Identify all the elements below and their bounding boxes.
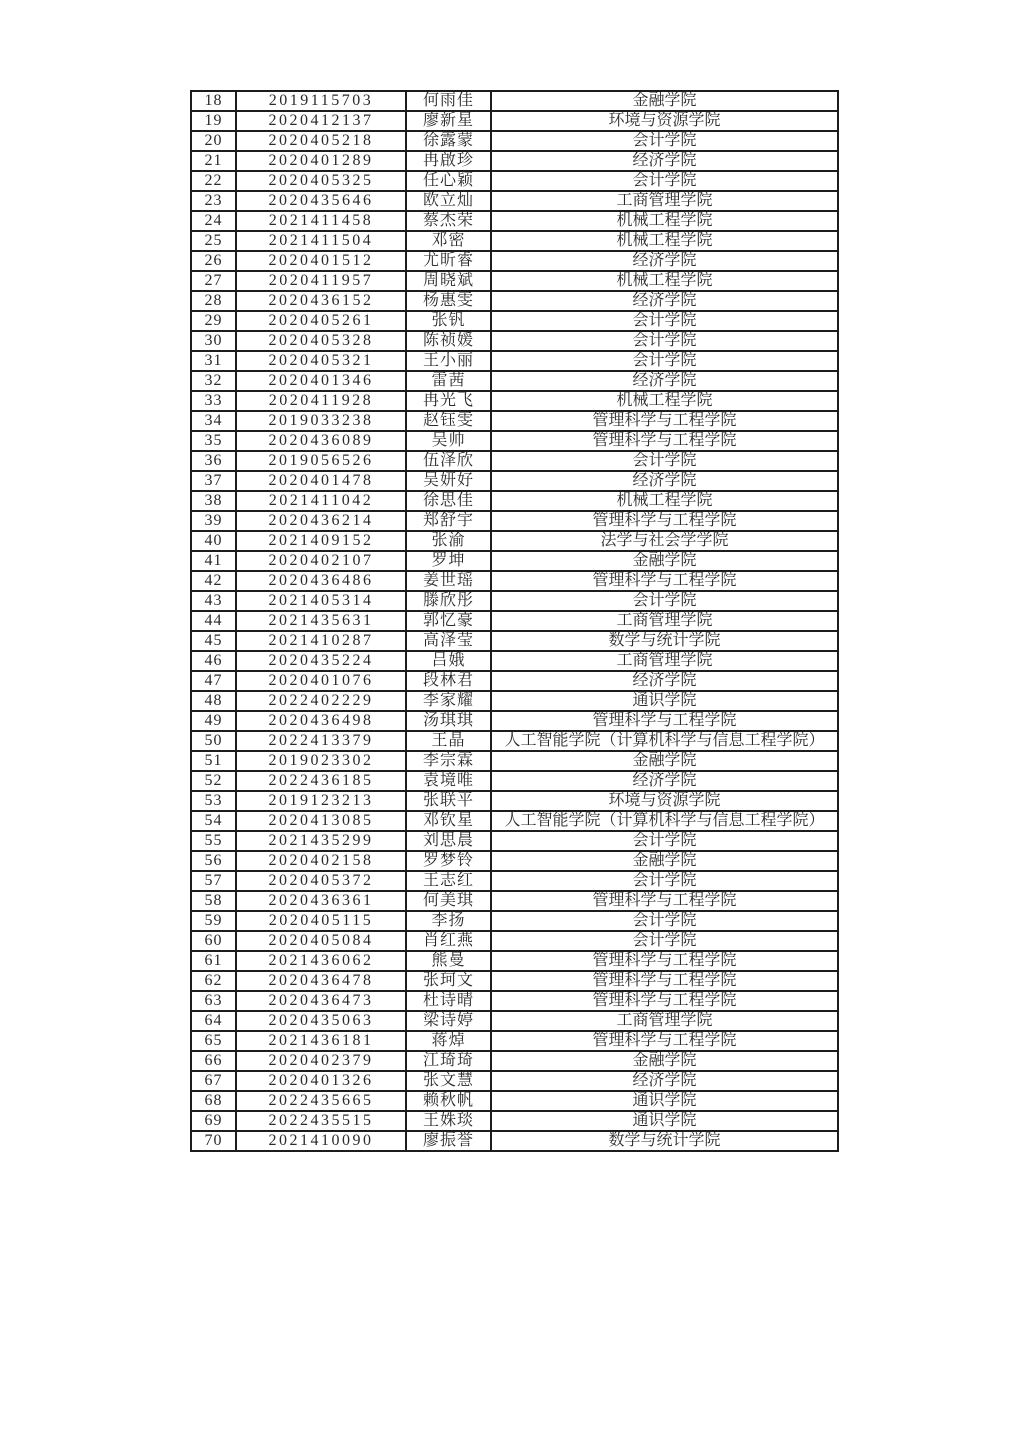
table-row — [191, 871, 838, 891]
cell-row-number: 27 — [191, 271, 236, 291]
cell-row-number: 52 — [191, 771, 236, 791]
table-row — [191, 251, 838, 271]
cell-row-number: 29 — [191, 311, 236, 331]
cell-student-id: 2020402107 — [236, 551, 406, 571]
cell-row-number: 45 — [191, 631, 236, 651]
cell-college: 工商管理学院 — [491, 191, 838, 211]
cell-college: 会计学院 — [491, 871, 838, 891]
cell-college: 会计学院 — [491, 331, 838, 351]
cell-student-id: 2021410090 — [236, 1131, 406, 1151]
cell-row-number: 43 — [191, 591, 236, 611]
cell-college: 人工智能学院（计算机科学与信息工程学院） — [491, 731, 838, 751]
cell-student-name: 李宗霖 — [406, 751, 491, 771]
cell-student-name: 徐露蒙 — [406, 131, 491, 151]
cell-college: 会计学院 — [491, 351, 838, 371]
cell-college: 管理科学与工程学院 — [491, 711, 838, 731]
cell-row-number: 28 — [191, 291, 236, 311]
cell-student-name: 邓钦星 — [406, 811, 491, 831]
cell-student-name: 张珂文 — [406, 971, 491, 991]
cell-college: 会计学院 — [491, 171, 838, 191]
table-row — [191, 571, 838, 591]
cell-student-id: 2020436361 — [236, 891, 406, 911]
cell-college: 经济学院 — [491, 1071, 838, 1091]
cell-student-name: 罗坤 — [406, 551, 491, 571]
cell-student-id: 2020413085 — [236, 811, 406, 831]
cell-student-name: 高泽莹 — [406, 631, 491, 651]
cell-row-number: 41 — [191, 551, 236, 571]
cell-college: 会计学院 — [491, 911, 838, 931]
cell-student-name: 周晓斌 — [406, 271, 491, 291]
cell-student-name: 张文慧 — [406, 1071, 491, 1091]
cell-student-name: 张钒 — [406, 311, 491, 331]
cell-college: 工商管理学院 — [491, 611, 838, 631]
cell-student-id: 2021435299 — [236, 831, 406, 851]
cell-student-name: 熊曼 — [406, 951, 491, 971]
cell-student-name: 廖振誉 — [406, 1131, 491, 1151]
student-roster-table — [190, 90, 839, 1152]
table-row — [191, 591, 838, 611]
table-row — [191, 931, 838, 951]
table-row — [191, 891, 838, 911]
table-row — [191, 431, 838, 451]
cell-student-id: 2020436214 — [236, 511, 406, 531]
cell-student-id: 2019123213 — [236, 791, 406, 811]
cell-student-id: 2021435631 — [236, 611, 406, 631]
cell-college: 机械工程学院 — [491, 271, 838, 291]
cell-student-name: 肖红燕 — [406, 931, 491, 951]
cell-student-name: 吴妍好 — [406, 471, 491, 491]
cell-student-name: 徐思佳 — [406, 491, 491, 511]
cell-college: 管理科学与工程学院 — [491, 991, 838, 1011]
table-row — [191, 291, 838, 311]
cell-student-id: 2020435063 — [236, 1011, 406, 1031]
cell-college: 工商管理学院 — [491, 1011, 838, 1031]
table-row — [191, 611, 838, 631]
table-row — [191, 511, 838, 531]
cell-student-name: 李扬 — [406, 911, 491, 931]
table-row — [191, 211, 838, 231]
table-row — [191, 1071, 838, 1091]
cell-student-id: 2021411504 — [236, 231, 406, 251]
cell-student-name: 尤昕睿 — [406, 251, 491, 271]
cell-row-number: 48 — [191, 691, 236, 711]
cell-student-name: 吕娥 — [406, 651, 491, 671]
cell-student-id: 2020405218 — [236, 131, 406, 151]
cell-college: 环境与资源学院 — [491, 791, 838, 811]
table-row — [191, 1091, 838, 1111]
cell-student-name: 张联平 — [406, 791, 491, 811]
cell-college: 经济学院 — [491, 471, 838, 491]
cell-student-id: 2021409152 — [236, 531, 406, 551]
cell-student-name: 邓密 — [406, 231, 491, 251]
cell-college: 管理科学与工程学院 — [491, 431, 838, 451]
cell-college: 机械工程学院 — [491, 211, 838, 231]
cell-student-name: 欧立灿 — [406, 191, 491, 211]
cell-college: 金融学院 — [491, 1051, 838, 1071]
table-row — [191, 1111, 838, 1131]
table-row — [191, 191, 838, 211]
table-row — [191, 791, 838, 811]
cell-student-id: 2020436486 — [236, 571, 406, 591]
table-row — [191, 331, 838, 351]
table-row — [191, 1011, 838, 1031]
cell-row-number: 37 — [191, 471, 236, 491]
cell-row-number: 66 — [191, 1051, 236, 1071]
table-row — [191, 651, 838, 671]
cell-student-id: 2020405115 — [236, 911, 406, 931]
cell-college: 法学与社会学学院 — [491, 531, 838, 551]
table-row — [191, 711, 838, 731]
cell-student-name: 赵钰雯 — [406, 411, 491, 431]
table-row — [191, 91, 838, 111]
cell-row-number: 36 — [191, 451, 236, 471]
cell-student-id: 2020436089 — [236, 431, 406, 451]
table-row — [191, 371, 838, 391]
table-row — [191, 471, 838, 491]
table-row — [191, 971, 838, 991]
table-row — [191, 551, 838, 571]
cell-student-id: 2020401512 — [236, 251, 406, 271]
cell-student-id: 2020405328 — [236, 331, 406, 351]
cell-row-number: 51 — [191, 751, 236, 771]
cell-college: 经济学院 — [491, 771, 838, 791]
cell-row-number: 31 — [191, 351, 236, 371]
cell-student-id: 2020411957 — [236, 271, 406, 291]
cell-row-number: 70 — [191, 1131, 236, 1151]
cell-student-name: 陈祯媛 — [406, 331, 491, 351]
cell-college: 经济学院 — [491, 291, 838, 311]
table-row — [191, 151, 838, 171]
table-row — [191, 671, 838, 691]
cell-student-name: 杨惠雯 — [406, 291, 491, 311]
cell-college: 金融学院 — [491, 551, 838, 571]
table-row — [191, 311, 838, 331]
table-row — [191, 451, 838, 471]
cell-college: 通识学院 — [491, 1091, 838, 1111]
cell-student-id: 2020402379 — [236, 1051, 406, 1071]
cell-row-number: 32 — [191, 371, 236, 391]
cell-student-id: 2020436478 — [236, 971, 406, 991]
cell-student-name: 张渝 — [406, 531, 491, 551]
cell-row-number: 18 — [191, 91, 236, 111]
cell-student-name: 伍泽欣 — [406, 451, 491, 471]
cell-row-number: 26 — [191, 251, 236, 271]
cell-student-name: 任心颖 — [406, 171, 491, 191]
table-row — [191, 631, 838, 651]
table-row — [191, 1031, 838, 1051]
cell-row-number: 34 — [191, 411, 236, 431]
cell-student-id: 2020405372 — [236, 871, 406, 891]
cell-student-id: 2022435515 — [236, 1111, 406, 1131]
cell-college: 通识学院 — [491, 691, 838, 711]
cell-row-number: 30 — [191, 331, 236, 351]
table-row — [191, 111, 838, 131]
cell-student-name: 郑舒宇 — [406, 511, 491, 531]
table-row — [191, 231, 838, 251]
cell-student-id: 2020405325 — [236, 171, 406, 191]
cell-college: 管理科学与工程学院 — [491, 971, 838, 991]
cell-student-name: 罗梦铃 — [406, 851, 491, 871]
table-row — [191, 1051, 838, 1071]
cell-student-id: 2021411042 — [236, 491, 406, 511]
cell-student-id: 2020436498 — [236, 711, 406, 731]
cell-student-id: 2021405314 — [236, 591, 406, 611]
cell-student-id: 2021436181 — [236, 1031, 406, 1051]
cell-college: 会计学院 — [491, 131, 838, 151]
cell-row-number: 22 — [191, 171, 236, 191]
cell-college: 通识学院 — [491, 1111, 838, 1131]
cell-row-number: 55 — [191, 831, 236, 851]
table-row — [191, 411, 838, 431]
table-row — [191, 691, 838, 711]
cell-college: 管理科学与工程学院 — [491, 891, 838, 911]
cell-row-number: 20 — [191, 131, 236, 151]
cell-student-id: 2019056526 — [236, 451, 406, 471]
cell-college: 管理科学与工程学院 — [491, 951, 838, 971]
cell-college: 会计学院 — [491, 311, 838, 331]
table-row — [191, 1131, 838, 1151]
cell-college: 机械工程学院 — [491, 391, 838, 411]
cell-row-number: 19 — [191, 111, 236, 131]
table-row — [191, 811, 838, 831]
cell-college: 数学与统计学院 — [491, 1131, 838, 1151]
cell-student-name: 汤琪琪 — [406, 711, 491, 731]
cell-student-name: 何雨佳 — [406, 91, 491, 111]
cell-student-name: 冉光飞 — [406, 391, 491, 411]
cell-student-name: 雷茜 — [406, 371, 491, 391]
cell-college: 会计学院 — [491, 931, 838, 951]
cell-student-name: 蒋焯 — [406, 1031, 491, 1051]
cell-row-number: 24 — [191, 211, 236, 231]
cell-college: 经济学院 — [491, 371, 838, 391]
cell-row-number: 56 — [191, 851, 236, 871]
cell-college: 经济学院 — [491, 671, 838, 691]
cell-student-name: 王晶 — [406, 731, 491, 751]
cell-row-number: 67 — [191, 1071, 236, 1091]
cell-row-number: 38 — [191, 491, 236, 511]
cell-row-number: 25 — [191, 231, 236, 251]
cell-college: 管理科学与工程学院 — [491, 511, 838, 531]
cell-row-number: 49 — [191, 711, 236, 731]
table-row — [191, 491, 838, 511]
cell-college: 管理科学与工程学院 — [491, 411, 838, 431]
cell-student-id: 2020401289 — [236, 151, 406, 171]
roster-table-body — [191, 91, 838, 1151]
cell-college: 经济学院 — [491, 251, 838, 271]
cell-student-name: 刘思晨 — [406, 831, 491, 851]
cell-student-id: 2019115703 — [236, 91, 406, 111]
cell-student-id: 2020401478 — [236, 471, 406, 491]
cell-row-number: 62 — [191, 971, 236, 991]
cell-college: 会计学院 — [491, 451, 838, 471]
cell-student-id: 2020405321 — [236, 351, 406, 371]
cell-row-number: 47 — [191, 671, 236, 691]
cell-college: 会计学院 — [491, 591, 838, 611]
cell-student-name: 袁境唯 — [406, 771, 491, 791]
cell-student-id: 2022413379 — [236, 731, 406, 751]
cell-college: 会计学院 — [491, 831, 838, 851]
cell-row-number: 50 — [191, 731, 236, 751]
cell-student-id: 2020401076 — [236, 671, 406, 691]
cell-row-number: 68 — [191, 1091, 236, 1111]
table-row — [191, 391, 838, 411]
cell-row-number: 39 — [191, 511, 236, 531]
cell-student-id: 2020436473 — [236, 991, 406, 1011]
table-row — [191, 771, 838, 791]
cell-student-id: 2019023302 — [236, 751, 406, 771]
cell-college: 经济学院 — [491, 151, 838, 171]
cell-student-id: 2020435224 — [236, 651, 406, 671]
table-row — [191, 831, 838, 851]
cell-student-name: 王小丽 — [406, 351, 491, 371]
table-row — [191, 271, 838, 291]
table-row — [191, 731, 838, 751]
table-row — [191, 351, 838, 371]
cell-student-name: 冉啟珍 — [406, 151, 491, 171]
cell-student-id: 2020436152 — [236, 291, 406, 311]
cell-college: 环境与资源学院 — [491, 111, 838, 131]
cell-student-id: 2020412137 — [236, 111, 406, 131]
cell-student-name: 蔡杰荣 — [406, 211, 491, 231]
table-row — [191, 131, 838, 151]
cell-college: 人工智能学院（计算机科学与信息工程学院） — [491, 811, 838, 831]
cell-row-number: 64 — [191, 1011, 236, 1031]
cell-row-number: 59 — [191, 911, 236, 931]
cell-student-name: 段林君 — [406, 671, 491, 691]
cell-student-id: 2020401326 — [236, 1071, 406, 1091]
cell-student-id: 2020405084 — [236, 931, 406, 951]
cell-row-number: 63 — [191, 991, 236, 1011]
cell-student-name: 江琦琦 — [406, 1051, 491, 1071]
cell-row-number: 58 — [191, 891, 236, 911]
cell-student-name: 王志红 — [406, 871, 491, 891]
cell-college: 金融学院 — [491, 751, 838, 771]
table-row — [191, 991, 838, 1011]
cell-student-id: 2022402229 — [236, 691, 406, 711]
cell-row-number: 61 — [191, 951, 236, 971]
cell-college: 管理科学与工程学院 — [491, 1031, 838, 1051]
table-row — [191, 531, 838, 551]
cell-row-number: 65 — [191, 1031, 236, 1051]
cell-student-id: 2021436062 — [236, 951, 406, 971]
cell-college: 金融学院 — [491, 91, 838, 111]
cell-row-number: 60 — [191, 931, 236, 951]
cell-student-name: 滕欣彤 — [406, 591, 491, 611]
cell-row-number: 33 — [191, 391, 236, 411]
cell-student-id: 2022436185 — [236, 771, 406, 791]
cell-student-name: 郭忆豪 — [406, 611, 491, 631]
cell-student-name: 王姝琰 — [406, 1111, 491, 1131]
cell-college: 工商管理学院 — [491, 651, 838, 671]
cell-college: 金融学院 — [491, 851, 838, 871]
table-row — [191, 751, 838, 771]
table-row — [191, 851, 838, 871]
cell-student-id: 2021411458 — [236, 211, 406, 231]
cell-student-id: 2021410287 — [236, 631, 406, 651]
cell-row-number: 54 — [191, 811, 236, 831]
cell-row-number: 44 — [191, 611, 236, 631]
cell-student-id: 2020401346 — [236, 371, 406, 391]
cell-college: 机械工程学院 — [491, 231, 838, 251]
cell-student-id: 2020435646 — [236, 191, 406, 211]
cell-student-id: 2019033238 — [236, 411, 406, 431]
cell-student-name: 李家耀 — [406, 691, 491, 711]
cell-row-number: 35 — [191, 431, 236, 451]
cell-college: 机械工程学院 — [491, 491, 838, 511]
cell-student-name: 梁诗婷 — [406, 1011, 491, 1031]
cell-student-id: 2020411928 — [236, 391, 406, 411]
cell-student-id: 2020402158 — [236, 851, 406, 871]
cell-row-number: 40 — [191, 531, 236, 551]
cell-row-number: 53 — [191, 791, 236, 811]
cell-student-name: 杜诗晴 — [406, 991, 491, 1011]
cell-student-name: 廖新星 — [406, 111, 491, 131]
cell-row-number: 21 — [191, 151, 236, 171]
cell-student-name: 何美琪 — [406, 891, 491, 911]
cell-row-number: 23 — [191, 191, 236, 211]
table-row — [191, 171, 838, 191]
table-row — [191, 951, 838, 971]
cell-college: 管理科学与工程学院 — [491, 571, 838, 591]
cell-student-id: 2022435665 — [236, 1091, 406, 1111]
cell-student-id: 2020405261 — [236, 311, 406, 331]
cell-row-number: 42 — [191, 571, 236, 591]
cell-student-name: 吴帅 — [406, 431, 491, 451]
cell-row-number: 69 — [191, 1111, 236, 1131]
table-row — [191, 911, 838, 931]
cell-row-number: 46 — [191, 651, 236, 671]
cell-college: 数学与统计学院 — [491, 631, 838, 651]
cell-student-name: 赖秋帆 — [406, 1091, 491, 1111]
cell-student-name: 姜世瑶 — [406, 571, 491, 591]
cell-row-number: 57 — [191, 871, 236, 891]
